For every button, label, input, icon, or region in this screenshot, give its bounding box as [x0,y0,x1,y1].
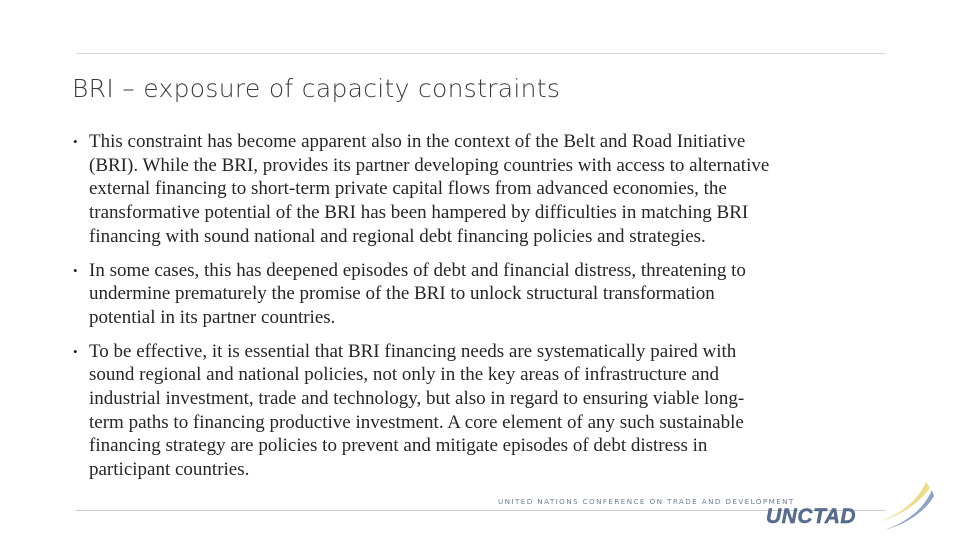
bullet-line: external financing to short-term private capital flows from advanced economies, the [89,178,727,200]
bullet-line: undermine prematurely the promise of the BRI to unlock structural transformation [89,283,715,305]
bullet-line: sound regional and national policies, not only in the key areas of infrastructure and [89,364,719,386]
bullet-item-1 [70,130,890,249]
slide-title: BRI – exposure of capacity constraints [72,74,561,103]
bullet-item-3 [70,340,890,482]
bullet-line: financing with sound national and regional debt financing policies and strategies. [89,225,706,247]
bullet-line: term paths to financing productive investment. A core element of any such sustainable [89,411,744,433]
top-divider [76,53,885,54]
bullet-item-2 [70,259,890,330]
bullet-line: financing strategy are policies to prevent and mitigate episodes of debt distress in [89,435,708,457]
logo-swoosh-dark [884,490,934,530]
bullet-marker: • [73,262,78,278]
bullet-line: This constraint has become apparent also in the context of the Belt and Road Initiative [89,131,746,152]
unctad-logo [766,478,934,536]
bullet-line: (BRI). While the BRI, provides its partner developing countries with access to alternative [89,154,770,176]
bullet-marker: • [73,134,78,149]
bullet-marker: • [73,343,78,359]
bottom-divider [76,510,885,511]
bullet-line: industrial investment, trade and technology, but also in regard to ensuring viable long- [89,388,745,410]
bullet-line: potential in its partner countries. [89,306,336,328]
bullet-list [70,130,890,492]
bullet-line: To be effective, it is essential that BRI financing needs are systematically paired with [89,340,737,362]
bullet-line: transformative potential of the BRI has been hampered by difficulties in matching BRI [89,202,749,224]
bullet-line: participant countries. [89,459,250,481]
footer-organization-name: UNITED NATIONS CONFERENCE ON TRADE AND DEVELOPMENT [498,497,795,506]
bullet-line: In some cases, this has deepened episodes of debt and financial distress, threatening to [89,259,746,281]
logo-text: UNCTAD [766,505,857,528]
logo-swoosh-light [878,482,930,522]
